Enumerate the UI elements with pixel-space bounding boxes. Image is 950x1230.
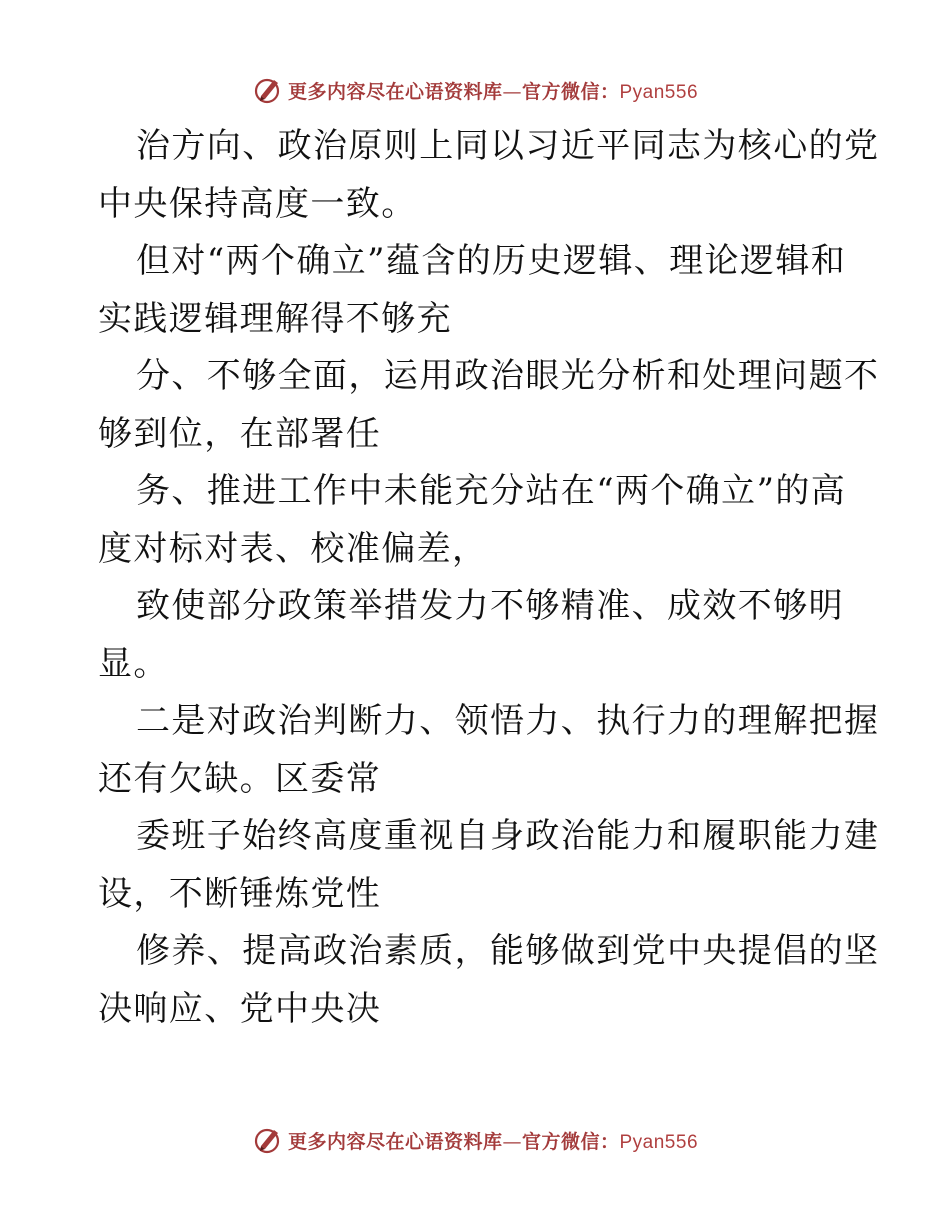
text-line: 设，不断锤炼党性 — [98, 873, 382, 914]
text-line: 中央保持高度一致。 — [98, 183, 417, 224]
text-line: 委班子始终高度重视自身政治能力和履职能力建 — [136, 816, 880, 856]
text-line: 务、推进工作中未能充分站在“两个确立”的高 — [136, 471, 847, 511]
text-line: 度对标对表、校准偏差， — [98, 528, 488, 569]
text-line: 治方向、政治原则上同以习近平同志为核心的党 — [136, 126, 880, 166]
footer-wechat-id: Pyan556 — [619, 1131, 699, 1153]
pen-logo-icon — [252, 1124, 284, 1156]
text-line: 够到位，在部署任 — [98, 413, 382, 454]
footer-banner — [0, 1122, 950, 1158]
text-line: 二是对政治判断力、领悟力、执行力的理解把握 — [136, 701, 880, 741]
text-line: 显。 — [98, 643, 169, 684]
header-wechat-id: Pyan556 — [619, 81, 699, 103]
header-banner-separator: — — [502, 80, 522, 103]
header-banner-text — [288, 77, 698, 104]
text-line: 修养、提高政治素质，能够做到党中央提倡的坚 — [136, 931, 880, 971]
text-line: 致使部分政策举措发力不够精准、成效不够明 — [136, 586, 844, 626]
footer-banner-title: 更多内容尽在心语资料库 — [287, 1130, 503, 1153]
text-line: 分、不够全面，运用政治眼光分析和处理问题不 — [136, 356, 880, 396]
footer-banner-separator: — — [502, 1130, 522, 1153]
header-wechat-label: 官方微信： — [521, 80, 620, 103]
pen-logo-icon — [252, 74, 284, 106]
text-line: 决响应、党中央决 — [98, 988, 382, 1029]
header-banner — [0, 72, 950, 108]
text-line: 还有欠缺。区委常 — [98, 758, 382, 799]
footer-banner-text — [288, 1127, 698, 1154]
document-body — [98, 118, 880, 1038]
header-banner-title: 更多内容尽在心语资料库 — [287, 80, 503, 103]
footer-wechat-label: 官方微信： — [521, 1130, 620, 1153]
text-line: 实践逻辑理解得不够充 — [98, 298, 452, 339]
text-line: 但对“两个确立”蕴含的历史逻辑、理论逻辑和 — [136, 241, 847, 281]
